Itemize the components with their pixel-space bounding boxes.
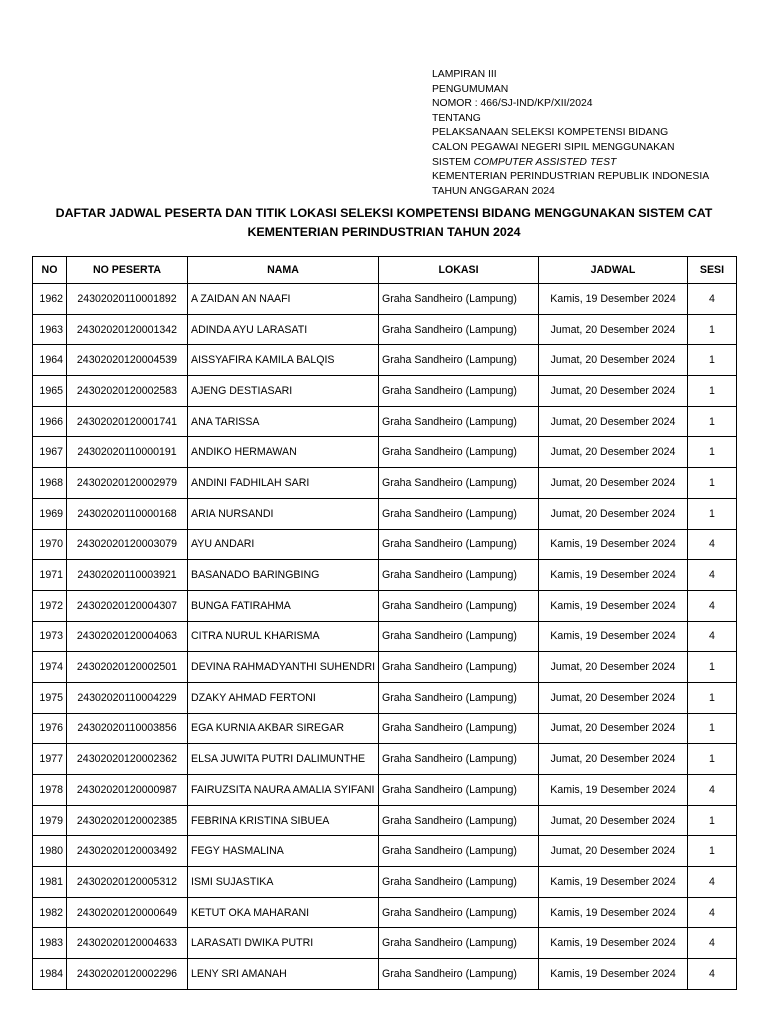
cell-sesi: 1: [688, 468, 737, 499]
cell-no: 1968: [33, 468, 67, 499]
table-row: [33, 314, 737, 345]
cell-sesi: 1: [688, 437, 737, 468]
column-header-no: NO: [33, 257, 67, 284]
cell-no: 1974: [33, 652, 67, 683]
cell-no-peserta: 24302020120002362: [67, 744, 188, 775]
cell-no: 1984: [33, 959, 67, 990]
cell-jadwal: Jumat, 20 Desember 2024: [539, 744, 688, 775]
table-row: [33, 928, 737, 959]
cell-nama: FEBRINA KRISTINA SIBUEA: [188, 805, 379, 836]
cell-lokasi: Graha Sandheiro (Lampung): [379, 345, 539, 376]
participant-table: [32, 256, 737, 990]
cell-no: 1966: [33, 406, 67, 437]
cell-sesi: 4: [688, 959, 737, 990]
cell-jadwal: Kamis, 19 Desember 2024: [539, 775, 688, 806]
header-line: PELAKSANAAN SELEKSI KOMPETENSI BIDANG: [432, 127, 669, 139]
cell-nama: CITRA NURUL KHARISMA: [188, 621, 379, 652]
cell-jadwal: Jumat, 20 Desember 2024: [539, 468, 688, 499]
column-header-nama: NAMA: [188, 257, 379, 284]
cell-no-peserta: 24302020120002501: [67, 652, 188, 683]
column-header-sesi: SESI: [688, 257, 737, 284]
header-line: TENTANG: [432, 112, 481, 124]
table-row: [33, 621, 737, 652]
cell-no-peserta: 24302020110003856: [67, 713, 188, 744]
cell-jadwal: Jumat, 20 Desember 2024: [539, 836, 688, 867]
cell-nama: ARIA NURSANDI: [188, 498, 379, 529]
cell-no-peserta: 24302020120002385: [67, 805, 188, 836]
cell-no: 1981: [33, 867, 67, 898]
cell-no-peserta: 24302020120003492: [67, 836, 188, 867]
cell-lokasi: Graha Sandheiro (Lampung): [379, 959, 539, 990]
table-row: [33, 590, 737, 621]
cell-jadwal: Kamis, 19 Desember 2024: [539, 928, 688, 959]
cell-lokasi: Graha Sandheiro (Lampung): [379, 590, 539, 621]
cell-no-peserta: 24302020110003921: [67, 560, 188, 591]
cell-sesi: 4: [688, 560, 737, 591]
cell-sesi: 4: [688, 897, 737, 928]
cell-lokasi: Graha Sandheiro (Lampung): [379, 713, 539, 744]
table-header-row: [33, 257, 737, 284]
cell-lokasi: Graha Sandheiro (Lampung): [379, 867, 539, 898]
cell-lokasi: Graha Sandheiro (Lampung): [379, 836, 539, 867]
cell-jadwal: Kamis, 19 Desember 2024: [539, 284, 688, 315]
table-row: [33, 560, 737, 591]
cell-no: 1964: [33, 345, 67, 376]
cell-nama: EGA KURNIA AKBAR SIREGAR: [188, 713, 379, 744]
table-row: [33, 406, 737, 437]
table-row: [33, 805, 737, 836]
cell-jadwal: Kamis, 19 Desember 2024: [539, 560, 688, 591]
cell-lokasi: Graha Sandheiro (Lampung): [379, 928, 539, 959]
cell-sesi: 4: [688, 284, 737, 315]
cell-lokasi: Graha Sandheiro (Lampung): [379, 775, 539, 806]
cell-lokasi: Graha Sandheiro (Lampung): [379, 376, 539, 407]
cell-no-peserta: 24302020120000987: [67, 775, 188, 806]
cell-no: 1983: [33, 928, 67, 959]
cell-no: 1976: [33, 713, 67, 744]
cell-lokasi: Graha Sandheiro (Lampung): [379, 437, 539, 468]
column-header-lokasi: LOKASI: [379, 257, 539, 284]
cell-sesi: 1: [688, 682, 737, 713]
cell-no-peserta: 24302020120002979: [67, 468, 188, 499]
cell-nama: AYU ANDARI: [188, 529, 379, 560]
cell-nama: AJENG DESTIASARI: [188, 376, 379, 407]
cell-jadwal: Jumat, 20 Desember 2024: [539, 498, 688, 529]
table-row: [33, 897, 737, 928]
cell-nama: ANDIKO HERMAWAN: [188, 437, 379, 468]
cell-no-peserta: 24302020120005312: [67, 867, 188, 898]
cell-no: 1975: [33, 682, 67, 713]
sistem-italic: COMPUTER ASSISTED TEST: [473, 156, 617, 168]
table-row: [33, 682, 737, 713]
cell-no-peserta: 24302020120001342: [67, 314, 188, 345]
table-row: [33, 867, 737, 898]
cell-no-peserta: 24302020120000649: [67, 897, 188, 928]
document-header: [432, 68, 709, 199]
cell-sesi: 4: [688, 590, 737, 621]
header-line: KEMENTERIAN PERINDUSTRIAN REPUBLIK INDONESIA: [432, 171, 710, 183]
cell-nama: KETUT OKA MAHARANI: [188, 897, 379, 928]
table-row: [33, 345, 737, 376]
cell-nama: AISSYAFIRA KAMILA BALQIS: [188, 345, 379, 376]
table-row: [33, 376, 737, 407]
cell-no-peserta: 24302020120004539: [67, 345, 188, 376]
header-line: CALON PEGAWAI NEGERI SIPIL MENGGUNAKAN: [432, 141, 675, 153]
header-line-sistem: [432, 156, 709, 171]
table-row: [33, 959, 737, 990]
cell-no-peserta: 24302020110004229: [67, 682, 188, 713]
cell-no: 1973: [33, 621, 67, 652]
column-header-no-peserta: NO PESERTA: [67, 257, 188, 284]
cell-jadwal: Jumat, 20 Desember 2024: [539, 345, 688, 376]
table-row: [33, 836, 737, 867]
cell-sesi: 1: [688, 652, 737, 683]
cell-lokasi: Graha Sandheiro (Lampung): [379, 314, 539, 345]
cell-lokasi: Graha Sandheiro (Lampung): [379, 805, 539, 836]
cell-no-peserta: 24302020120004063: [67, 621, 188, 652]
table-row: [33, 284, 737, 315]
cell-sesi: 1: [688, 744, 737, 775]
table-row: [33, 744, 737, 775]
cell-nama: DEVINA RAHMADYANTHI SUHENDRI: [188, 652, 379, 683]
cell-no-peserta: 24302020120002583: [67, 376, 188, 407]
cell-jadwal: Kamis, 19 Desember 2024: [539, 621, 688, 652]
cell-no: 1965: [33, 376, 67, 407]
cell-jadwal: Kamis, 19 Desember 2024: [539, 867, 688, 898]
cell-sesi: 4: [688, 621, 737, 652]
cell-no: 1967: [33, 437, 67, 468]
cell-no-peserta: 24302020120004307: [67, 590, 188, 621]
cell-sesi: 4: [688, 775, 737, 806]
cell-sesi: 1: [688, 713, 737, 744]
cell-sesi: 1: [688, 836, 737, 867]
table-row: [33, 775, 737, 806]
cell-nama: ELSA JUWITA PUTRI DALIMUNTHE: [188, 744, 379, 775]
cell-no: 1970: [33, 529, 67, 560]
cell-jadwal: Kamis, 19 Desember 2024: [539, 590, 688, 621]
table-row: [33, 498, 737, 529]
cell-sesi: 1: [688, 376, 737, 407]
cell-nama: ISMI SUJASTIKA: [188, 867, 379, 898]
cell-no-peserta: 24302020120003079: [67, 529, 188, 560]
cell-nama: BUNGA FATIRAHMA: [188, 590, 379, 621]
cell-no-peserta: 24302020110001892: [67, 284, 188, 315]
cell-no-peserta: 24302020120001741: [67, 406, 188, 437]
table-row: [33, 529, 737, 560]
cell-no-peserta: 24302020120004633: [67, 928, 188, 959]
page-title: [0, 204, 768, 242]
cell-no: 1972: [33, 590, 67, 621]
cell-sesi: 1: [688, 314, 737, 345]
cell-lokasi: Graha Sandheiro (Lampung): [379, 682, 539, 713]
cell-lokasi: Graha Sandheiro (Lampung): [379, 284, 539, 315]
cell-nama: LENY SRI AMANAH: [188, 959, 379, 990]
cell-nama: ADINDA AYU LARASATI: [188, 314, 379, 345]
cell-sesi: 4: [688, 529, 737, 560]
cell-lokasi: Graha Sandheiro (Lampung): [379, 468, 539, 499]
cell-nama: FEGY HASMALINA: [188, 836, 379, 867]
table-row: [33, 652, 737, 683]
cell-no: 1982: [33, 897, 67, 928]
cell-no: 1977: [33, 744, 67, 775]
cell-jadwal: Jumat, 20 Desember 2024: [539, 406, 688, 437]
header-line: PENGUMUMAN: [432, 83, 509, 95]
title-line-2: KEMENTERIAN PERINDUSTRIAN TAHUN 2024: [247, 225, 521, 239]
cell-no: 1971: [33, 560, 67, 591]
cell-lokasi: Graha Sandheiro (Lampung): [379, 498, 539, 529]
cell-sesi: 1: [688, 406, 737, 437]
cell-no-peserta: 24302020110000191: [67, 437, 188, 468]
cell-nama: A ZAIDAN AN NAAFI: [188, 284, 379, 315]
cell-lokasi: Graha Sandheiro (Lampung): [379, 406, 539, 437]
table-row: [33, 437, 737, 468]
cell-no: 1969: [33, 498, 67, 529]
header-line: TAHUN ANGGARAN 2024: [432, 185, 555, 197]
cell-nama: FAIRUZSITA NAURA AMALIA SYIFANI: [188, 775, 379, 806]
cell-jadwal: Jumat, 20 Desember 2024: [539, 314, 688, 345]
cell-jadwal: Kamis, 19 Desember 2024: [539, 529, 688, 560]
cell-nama: ANDINI FADHILAH SARI: [188, 468, 379, 499]
cell-no: 1978: [33, 775, 67, 806]
cell-lokasi: Graha Sandheiro (Lampung): [379, 744, 539, 775]
cell-sesi: 1: [688, 345, 737, 376]
sistem-prefix: SISTEM: [432, 156, 474, 168]
cell-nama: LARASATI DWIKA PUTRI: [188, 928, 379, 959]
cell-sesi: 4: [688, 867, 737, 898]
cell-sesi: 4: [688, 928, 737, 959]
table-row: [33, 468, 737, 499]
table-body: [33, 284, 737, 990]
cell-no: 1980: [33, 836, 67, 867]
cell-no: 1962: [33, 284, 67, 315]
cell-no-peserta: 24302020120002296: [67, 959, 188, 990]
cell-jadwal: Jumat, 20 Desember 2024: [539, 805, 688, 836]
cell-no-peserta: 24302020110000168: [67, 498, 188, 529]
cell-sesi: 1: [688, 498, 737, 529]
cell-jadwal: Kamis, 19 Desember 2024: [539, 959, 688, 990]
cell-jadwal: Jumat, 20 Desember 2024: [539, 713, 688, 744]
cell-lokasi: Graha Sandheiro (Lampung): [379, 560, 539, 591]
table-row: [33, 713, 737, 744]
title-line-1: DAFTAR JADWAL PESERTA DAN TITIK LOKASI SELEKSI KOMPETENSI BIDANG MENGGUNAKAN SISTEM CAT: [55, 206, 713, 220]
header-line: LAMPIRAN III: [432, 69, 497, 80]
cell-jadwal: Jumat, 20 Desember 2024: [539, 376, 688, 407]
column-header-jadwal: JADWAL: [539, 257, 688, 284]
cell-nama: BASANADO BARINGBING: [188, 560, 379, 591]
cell-jadwal: Jumat, 20 Desember 2024: [539, 437, 688, 468]
cell-lokasi: Graha Sandheiro (Lampung): [379, 897, 539, 928]
cell-nama: ANA TARISSA: [188, 406, 379, 437]
cell-sesi: 1: [688, 805, 737, 836]
cell-jadwal: Kamis, 19 Desember 2024: [539, 897, 688, 928]
cell-lokasi: Graha Sandheiro (Lampung): [379, 621, 539, 652]
cell-jadwal: Jumat, 20 Desember 2024: [539, 652, 688, 683]
cell-lokasi: Graha Sandheiro (Lampung): [379, 652, 539, 683]
cell-lokasi: Graha Sandheiro (Lampung): [379, 529, 539, 560]
header-line: NOMOR : 466/SJ-IND/KP/XII/2024: [432, 98, 593, 110]
cell-no: 1979: [33, 805, 67, 836]
cell-nama: DZAKY AHMAD FERTONI: [188, 682, 379, 713]
cell-jadwal: Jumat, 20 Desember 2024: [539, 682, 688, 713]
cell-no: 1963: [33, 314, 67, 345]
